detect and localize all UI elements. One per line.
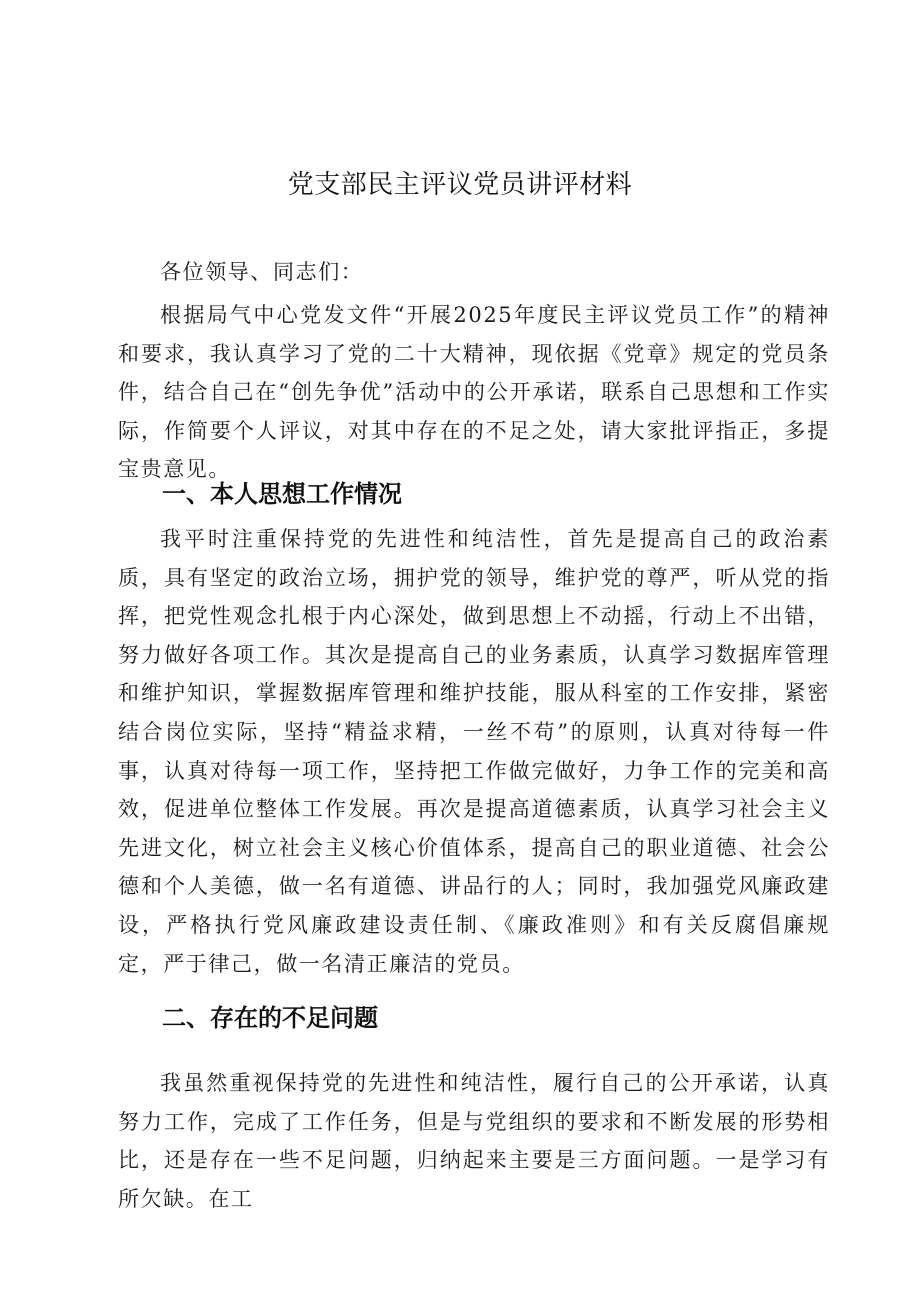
- intro-paragraph: 根据局气中心党发文件“开展2025年度民主评议党员工作”的精神和要求，我认真学习了党的二十大精神，现依据《党章》规定的党员条件，结合自己在“创先争优”活动中的公开承诺，联系自己思想和工作实际，作简要个人评议，对其中存在的不足之处，请大家批评指正，多提宝贵意见。: [118, 303, 830, 482]
- section-2-paragraph: 我虽然重视保持党的先进性和纯洁性，履行自己的公开承诺，认真努力工作，完成了工作任务，但是与党组织的要求和不断发展的形势相比，还是存在一些不足问题，归纳起来主要是三方面问题。一是学习有所欠缺。在工: [118, 1071, 830, 1211]
- document-title: 党支部民主评议党员讲评材料: [287, 170, 633, 200]
- section-1-paragraph: 我平时注重保持党的先进性和纯洁性，首先是提高自己的政治素质，具有坚定的政治立场，拥护党的领导，维护党的尊严，听从党的指挥，把党性观念扎根于内心深处，做到思想上不动摇，行动上不出错，努力做好各项工作。其次是提高自己的业务素质，认真学习数据库管理和维护知识，掌握数据库管理和维护技能，服从科室的工作安排，紧密结合岗位实际，坚持“精益求精，一丝不苟”的原则，认真对待每一件事，认真对待每一项工作，坚持把工作做完做好，力争工作的完美和高效，促进单位整体工作发展。再次是提高道德素质，认真学习社会主义先进文化，树立社会主义核心价值体系，提高自己的职业道德、社会公德和个人美德，做一名有道德、讲品行的人；同时，我加强党风廉政建设，严格执行党风廉政建设责任制、《廉政准则》和有关反腐倡廉规定，严于律己，做一名清正廉洁的党员。: [118, 527, 830, 976]
- section-1-heading: 一、本人思想工作情况: [162, 480, 402, 508]
- salutation: 各位领导、同志们：: [160, 260, 364, 284]
- section-2-heading: 二、存在的不足问题: [162, 1004, 378, 1032]
